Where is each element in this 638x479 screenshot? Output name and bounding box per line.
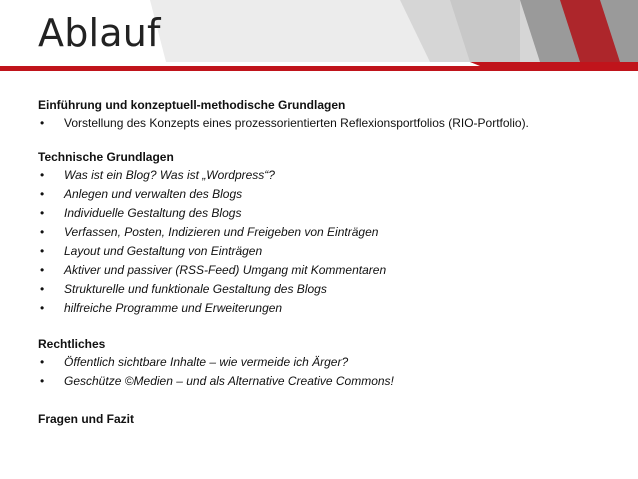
list-item-text: Aktiver und passiver (RSS-Feed) Umgang mit Kommentaren xyxy=(64,263,387,277)
section-technische-grundlagen xyxy=(38,148,628,318)
bullet: • xyxy=(40,374,45,388)
bullet: • xyxy=(40,206,45,220)
list-item xyxy=(38,261,628,280)
bullet: • xyxy=(40,168,45,182)
list-item xyxy=(38,299,628,318)
list-item xyxy=(38,372,628,391)
list-item xyxy=(38,353,628,372)
section-heading: Fragen und Fazit xyxy=(38,412,134,426)
list-item-text: Strukturelle und funktionale Gestaltung des Blogs xyxy=(64,282,327,296)
header-shape-red xyxy=(0,66,638,71)
bullet: • xyxy=(40,282,45,296)
list-item xyxy=(38,223,628,242)
header-shape-red-slant xyxy=(470,62,638,66)
list-item xyxy=(38,114,628,133)
list-item-text: Öffentlich sichtbare Inhalte – wie vermeide ich Ärger? xyxy=(64,355,349,369)
list-item-text: Anlegen und verwalten des Blogs xyxy=(64,187,243,201)
list-item-text: hilfreiche Programme und Erweiterungen xyxy=(64,301,283,315)
list-item xyxy=(38,280,628,299)
section-rechtliches xyxy=(38,335,628,391)
slide-content xyxy=(38,96,628,428)
bullet: • xyxy=(40,187,45,201)
list-item-text: Verfassen, Posten, Indizieren und Freigeben von Einträgen xyxy=(64,225,379,239)
list-item xyxy=(38,185,628,204)
list-item xyxy=(38,166,628,185)
bullet: • xyxy=(40,244,45,258)
section-einfuehrung xyxy=(38,96,628,133)
bullet: • xyxy=(40,301,45,315)
slide-title: Ablauf xyxy=(38,11,161,55)
bullet: • xyxy=(40,116,45,130)
bullet: • xyxy=(40,263,45,277)
list-item-text: Was ist ein Blog? Was ist „Wordpress“? xyxy=(64,168,275,182)
list-item xyxy=(38,204,628,223)
section-heading: Rechtliches xyxy=(38,337,106,351)
section-heading: Einführung und konzeptuell-methodische Grundlagen xyxy=(38,98,346,112)
section-fragen-und-fazit xyxy=(38,410,628,428)
list-item-text: Individuelle Gestaltung des Blogs xyxy=(64,206,242,220)
list-item-text: Layout und Gestaltung von Einträgen xyxy=(64,244,263,258)
bullet: • xyxy=(40,225,45,239)
list-item-text: Vorstellung des Konzepts eines prozessorientierten Reflexionsportfolios (RIO-Portfolio). xyxy=(64,116,529,130)
bullet: • xyxy=(40,355,45,369)
section-heading: Technische Grundlagen xyxy=(38,150,174,164)
list-item xyxy=(38,242,628,261)
list-item-text: Geschütze ©Medien – und als Alternative Creative Commons! xyxy=(64,374,394,388)
